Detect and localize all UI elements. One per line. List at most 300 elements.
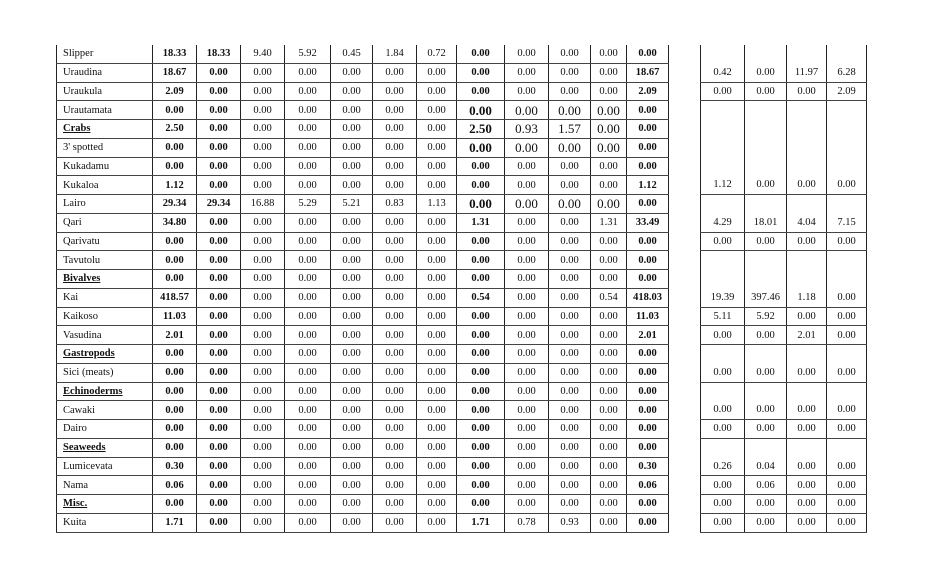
value-cell: 0.00 — [549, 345, 591, 364]
species-name: Kaikoso — [57, 307, 153, 326]
value-cell: 0.00 — [285, 176, 331, 195]
value-cell: 0.00 — [285, 513, 331, 532]
value-cell: 0.00 — [241, 213, 285, 232]
breakdown-cell: 0.00 — [745, 82, 787, 101]
value-cell: 0.00 — [373, 288, 417, 307]
value-cell: 0.00 — [591, 457, 627, 476]
value-cell: 0.00 — [153, 401, 197, 420]
value-cell: 0.00 — [627, 232, 669, 251]
value-cell: 0.00 — [241, 476, 285, 495]
value-cell: 11.03 — [153, 307, 197, 326]
column-gap — [669, 476, 701, 495]
value-cell: 0.00 — [331, 363, 373, 382]
value-cell: 0.00 — [373, 138, 417, 157]
value-cell: 0.00 — [549, 138, 591, 157]
table-row — [57, 232, 867, 251]
breakdown-cell: 397.46 — [745, 288, 787, 307]
value-cell: 0.00 — [549, 363, 591, 382]
value-cell: 0.00 — [627, 420, 669, 439]
table-row — [57, 270, 867, 289]
value-cell: 0.00 — [549, 457, 591, 476]
value-cell: 0.06 — [627, 476, 669, 495]
value-cell: 0.00 — [285, 138, 331, 157]
value-cell: 0.00 — [373, 270, 417, 289]
value-cell: 0.00 — [285, 288, 331, 307]
value-cell: 0.00 — [549, 45, 591, 63]
value-cell: 0.00 — [285, 101, 331, 120]
breakdown-cell — [745, 270, 787, 289]
breakdown-cell — [827, 270, 867, 289]
value-cell: 0.00 — [505, 232, 549, 251]
value-cell: 29.34 — [153, 195, 197, 214]
column-gap — [669, 45, 701, 63]
value-cell: 0.00 — [241, 363, 285, 382]
value-cell: 0.00 — [153, 138, 197, 157]
value-cell: 0.00 — [627, 401, 669, 420]
breakdown-cell — [827, 382, 867, 401]
value-cell: 0.00 — [373, 438, 417, 457]
value-cell: 0.00 — [417, 345, 457, 364]
breakdown-cell: 2.01 — [787, 326, 827, 345]
value-cell: 0.00 — [373, 382, 417, 401]
breakdown-cell: 19.39 — [701, 288, 745, 307]
value-cell: 0.00 — [591, 138, 627, 157]
value-cell: 0.00 — [331, 251, 373, 270]
value-cell: 0.00 — [331, 176, 373, 195]
value-cell: 418.57 — [153, 288, 197, 307]
value-cell: 0.00 — [331, 382, 373, 401]
species-name: 3' spotted — [57, 138, 153, 157]
breakdown-cell — [701, 120, 745, 139]
value-cell: 0.00 — [591, 101, 627, 120]
value-cell: 0.00 — [331, 476, 373, 495]
breakdown-cell: 2.09 — [827, 82, 867, 101]
value-cell: 0.00 — [505, 176, 549, 195]
breakdown-cell — [827, 157, 867, 176]
species-name: Tavutolu — [57, 251, 153, 270]
value-cell: 0.00 — [457, 420, 505, 439]
breakdown-cell: 0.00 — [827, 457, 867, 476]
value-cell: 0.00 — [505, 288, 549, 307]
column-gap — [669, 401, 701, 420]
value-cell: 0.00 — [549, 420, 591, 439]
table-row — [57, 82, 867, 101]
breakdown-cell: 0.00 — [745, 326, 787, 345]
breakdown-cell — [827, 45, 867, 63]
breakdown-cell — [745, 438, 787, 457]
breakdown-cell: 6.28 — [827, 63, 867, 82]
value-cell: 1.71 — [457, 513, 505, 532]
value-cell: 0.00 — [373, 345, 417, 364]
breakdown-cell: 0.00 — [701, 476, 745, 495]
value-cell: 0.00 — [285, 495, 331, 514]
data-table — [56, 45, 867, 533]
breakdown-cell: 0.00 — [701, 82, 745, 101]
breakdown-cell: 0.00 — [827, 401, 867, 420]
breakdown-cell — [787, 270, 827, 289]
value-cell: 0.00 — [417, 307, 457, 326]
value-cell: 0.00 — [591, 232, 627, 251]
value-cell: 0.00 — [153, 363, 197, 382]
value-cell: 0.00 — [457, 401, 505, 420]
value-cell: 0.00 — [241, 495, 285, 514]
value-cell: 0.00 — [153, 270, 197, 289]
value-cell: 0.00 — [331, 288, 373, 307]
breakdown-cell: 0.26 — [701, 457, 745, 476]
breakdown-cell: 7.15 — [827, 213, 867, 232]
value-cell: 0.00 — [241, 326, 285, 345]
value-cell: 0.00 — [197, 307, 241, 326]
table-row — [57, 120, 867, 139]
value-cell: 0.00 — [591, 45, 627, 63]
breakdown-cell: 11.97 — [787, 63, 827, 82]
value-cell: 0.00 — [417, 176, 457, 195]
breakdown-cell: 0.00 — [745, 176, 787, 195]
value-cell: 0.00 — [457, 345, 505, 364]
value-cell: 0.00 — [331, 157, 373, 176]
breakdown-cell: 5.11 — [701, 307, 745, 326]
breakdown-cell — [745, 120, 787, 139]
value-cell: 0.00 — [373, 82, 417, 101]
breakdown-cell — [787, 251, 827, 270]
value-cell: 0.93 — [505, 120, 549, 139]
value-cell: 0.00 — [197, 120, 241, 139]
value-cell: 0.00 — [241, 157, 285, 176]
breakdown-cell — [745, 382, 787, 401]
value-cell: 0.00 — [457, 157, 505, 176]
column-gap — [669, 213, 701, 232]
value-cell: 2.09 — [627, 82, 669, 101]
value-cell: 0.00 — [505, 251, 549, 270]
breakdown-cell: 0.00 — [745, 363, 787, 382]
breakdown-cell — [701, 251, 745, 270]
value-cell: 0.00 — [457, 457, 505, 476]
value-cell: 0.83 — [373, 195, 417, 214]
species-name: Uraudina — [57, 63, 153, 82]
value-cell: 0.00 — [373, 513, 417, 532]
value-cell: 1.12 — [627, 176, 669, 195]
value-cell: 0.00 — [153, 495, 197, 514]
value-cell: 0.00 — [373, 401, 417, 420]
value-cell: 9.40 — [241, 45, 285, 63]
value-cell: 0.00 — [591, 382, 627, 401]
value-cell: 0.00 — [197, 63, 241, 82]
value-cell: 0.00 — [549, 176, 591, 195]
breakdown-cell: 0.00 — [827, 420, 867, 439]
value-cell: 0.00 — [417, 213, 457, 232]
table-row — [57, 363, 867, 382]
value-cell: 1.57 — [549, 120, 591, 139]
value-cell: 0.00 — [591, 120, 627, 139]
value-cell: 0.00 — [197, 363, 241, 382]
breakdown-cell: 0.00 — [827, 307, 867, 326]
breakdown-cell: 0.00 — [787, 82, 827, 101]
species-name: Kukadamu — [57, 157, 153, 176]
value-cell: 29.34 — [197, 195, 241, 214]
breakdown-cell — [701, 45, 745, 63]
value-cell: 0.00 — [549, 288, 591, 307]
column-gap — [669, 288, 701, 307]
value-cell: 0.00 — [197, 232, 241, 251]
value-cell: 0.00 — [285, 307, 331, 326]
table-row — [57, 213, 867, 232]
value-cell: 0.00 — [373, 101, 417, 120]
value-cell: 0.00 — [331, 420, 373, 439]
value-cell: 0.00 — [373, 213, 417, 232]
value-cell: 0.00 — [505, 82, 549, 101]
breakdown-cell: 0.00 — [787, 457, 827, 476]
table-row — [57, 326, 867, 345]
value-cell: 0.00 — [417, 232, 457, 251]
value-cell: 0.54 — [591, 288, 627, 307]
value-cell: 0.00 — [417, 157, 457, 176]
value-cell: 0.45 — [331, 45, 373, 63]
breakdown-cell: 0.00 — [701, 513, 745, 532]
value-cell: 0.00 — [241, 307, 285, 326]
value-cell: 0.00 — [417, 101, 457, 120]
breakdown-cell: 0.00 — [787, 420, 827, 439]
value-cell: 0.00 — [627, 45, 669, 63]
value-cell: 0.00 — [153, 251, 197, 270]
value-cell: 0.00 — [153, 438, 197, 457]
value-cell: 0.00 — [457, 438, 505, 457]
column-gap — [669, 120, 701, 139]
breakdown-cell — [745, 101, 787, 120]
value-cell: 0.00 — [331, 138, 373, 157]
value-cell: 0.00 — [241, 401, 285, 420]
value-cell: 0.00 — [591, 401, 627, 420]
breakdown-cell — [787, 45, 827, 63]
breakdown-cell — [787, 382, 827, 401]
breakdown-cell: 4.04 — [787, 213, 827, 232]
value-cell: 0.00 — [505, 157, 549, 176]
value-cell: 0.00 — [331, 101, 373, 120]
value-cell: 0.00 — [417, 363, 457, 382]
value-cell: 0.00 — [285, 270, 331, 289]
value-cell: 0.00 — [417, 382, 457, 401]
value-cell: 2.01 — [153, 326, 197, 345]
value-cell: 18.33 — [197, 45, 241, 63]
column-gap — [669, 63, 701, 82]
value-cell: 11.03 — [627, 307, 669, 326]
value-cell: 0.00 — [627, 345, 669, 364]
value-cell: 33.49 — [627, 213, 669, 232]
value-cell: 0.00 — [457, 195, 505, 214]
value-cell: 0.00 — [591, 176, 627, 195]
breakdown-cell: 18.01 — [745, 213, 787, 232]
value-cell: 0.00 — [197, 138, 241, 157]
column-gap — [669, 101, 701, 120]
value-cell: 0.00 — [197, 513, 241, 532]
value-cell: 0.00 — [591, 82, 627, 101]
value-cell: 0.00 — [197, 401, 241, 420]
value-cell: 0.00 — [457, 101, 505, 120]
breakdown-cell — [787, 438, 827, 457]
breakdown-cell: 0.00 — [827, 513, 867, 532]
breakdown-cell: 0.00 — [745, 495, 787, 514]
breakdown-cell — [787, 345, 827, 364]
value-cell: 0.00 — [549, 270, 591, 289]
table-row — [57, 138, 867, 157]
value-cell: 0.00 — [417, 476, 457, 495]
value-cell: 0.00 — [331, 495, 373, 514]
breakdown-cell: 1.18 — [787, 288, 827, 307]
value-cell: 0.00 — [285, 120, 331, 139]
value-cell: 0.00 — [549, 232, 591, 251]
value-cell: 0.00 — [331, 438, 373, 457]
value-cell: 0.00 — [505, 270, 549, 289]
species-name: Qari — [57, 213, 153, 232]
value-cell: 0.00 — [457, 307, 505, 326]
value-cell: 0.00 — [373, 251, 417, 270]
value-cell: 0.00 — [591, 495, 627, 514]
breakdown-cell: 0.00 — [787, 513, 827, 532]
value-cell: 0.00 — [457, 476, 505, 495]
column-gap — [669, 363, 701, 382]
breakdown-cell: 0.04 — [745, 457, 787, 476]
value-cell: 0.00 — [241, 232, 285, 251]
breakdown-cell — [701, 157, 745, 176]
value-cell: 0.00 — [241, 420, 285, 439]
species-name: Cawaki — [57, 401, 153, 420]
value-cell: 0.00 — [153, 101, 197, 120]
column-gap — [669, 513, 701, 532]
value-cell: 0.00 — [285, 438, 331, 457]
value-cell: 0.00 — [285, 251, 331, 270]
breakdown-cell — [827, 101, 867, 120]
value-cell: 0.00 — [331, 63, 373, 82]
value-cell: 0.00 — [373, 120, 417, 139]
table-row — [57, 307, 867, 326]
value-cell: 0.00 — [241, 101, 285, 120]
value-cell: 0.00 — [373, 232, 417, 251]
column-gap — [669, 82, 701, 101]
breakdown-cell — [827, 251, 867, 270]
value-cell: 0.00 — [197, 157, 241, 176]
breakdown-cell: 0.00 — [745, 63, 787, 82]
value-cell: 0.72 — [417, 45, 457, 63]
column-gap — [669, 232, 701, 251]
breakdown-cell — [701, 195, 745, 214]
species-name: Uraukula — [57, 82, 153, 101]
value-cell: 0.00 — [627, 513, 669, 532]
value-cell: 0.00 — [549, 495, 591, 514]
value-cell: 0.00 — [285, 420, 331, 439]
value-cell: 0.00 — [197, 82, 241, 101]
value-cell: 0.00 — [153, 232, 197, 251]
value-cell: 0.00 — [505, 363, 549, 382]
breakdown-cell — [827, 120, 867, 139]
value-cell: 0.00 — [285, 232, 331, 251]
value-cell: 0.00 — [627, 195, 669, 214]
value-cell: 0.00 — [241, 251, 285, 270]
value-cell: 1.12 — [153, 176, 197, 195]
breakdown-cell: 1.12 — [701, 176, 745, 195]
value-cell: 0.00 — [197, 270, 241, 289]
value-cell: 0.00 — [241, 138, 285, 157]
value-cell: 0.00 — [549, 476, 591, 495]
value-cell: 0.00 — [627, 495, 669, 514]
value-cell: 0.78 — [505, 513, 549, 532]
value-cell: 0.00 — [457, 63, 505, 82]
value-cell: 0.00 — [457, 495, 505, 514]
value-cell: 0.00 — [285, 382, 331, 401]
value-cell: 0.00 — [591, 513, 627, 532]
value-cell: 0.00 — [627, 251, 669, 270]
species-name: Slipper — [57, 45, 153, 63]
value-cell: 18.67 — [627, 63, 669, 82]
value-cell: 0.00 — [505, 382, 549, 401]
breakdown-cell — [827, 138, 867, 157]
value-cell: 0.00 — [505, 345, 549, 364]
value-cell: 0.00 — [505, 420, 549, 439]
breakdown-cell — [701, 382, 745, 401]
value-cell: 0.00 — [331, 307, 373, 326]
breakdown-cell: 0.00 — [787, 495, 827, 514]
value-cell: 0.00 — [331, 270, 373, 289]
value-cell: 0.00 — [591, 326, 627, 345]
species-name: Urautamata — [57, 101, 153, 120]
value-cell: 0.00 — [505, 45, 549, 63]
value-cell: 0.06 — [153, 476, 197, 495]
value-cell: 5.21 — [331, 195, 373, 214]
value-cell: 0.00 — [373, 326, 417, 345]
table-row — [57, 401, 867, 420]
species-name: Dairo — [57, 420, 153, 439]
value-cell: 2.50 — [153, 120, 197, 139]
species-name: Lumicevata — [57, 457, 153, 476]
breakdown-cell — [787, 157, 827, 176]
value-cell: 0.00 — [373, 307, 417, 326]
breakdown-cell: 0.42 — [701, 63, 745, 82]
species-name: Nama — [57, 476, 153, 495]
value-cell: 0.00 — [241, 82, 285, 101]
value-cell: 1.31 — [591, 213, 627, 232]
value-cell: 0.00 — [285, 326, 331, 345]
value-cell: 0.00 — [457, 326, 505, 345]
value-cell: 0.00 — [331, 326, 373, 345]
value-cell: 16.88 — [241, 195, 285, 214]
value-cell: 0.00 — [197, 420, 241, 439]
breakdown-cell — [787, 101, 827, 120]
value-cell: 0.00 — [417, 138, 457, 157]
breakdown-cell — [701, 438, 745, 457]
value-cell: 0.00 — [417, 438, 457, 457]
breakdown-cell — [745, 251, 787, 270]
value-cell: 0.00 — [457, 363, 505, 382]
value-cell: 0.54 — [457, 288, 505, 307]
value-cell: 0.30 — [627, 457, 669, 476]
value-cell: 0.00 — [591, 195, 627, 214]
table-row — [57, 101, 867, 120]
species-name: Qarivatu — [57, 232, 153, 251]
value-cell: 0.00 — [285, 82, 331, 101]
breakdown-cell — [827, 438, 867, 457]
breakdown-cell: 0.00 — [701, 232, 745, 251]
table-row — [57, 476, 867, 495]
value-cell: 0.00 — [627, 101, 669, 120]
species-name: Kai — [57, 288, 153, 307]
value-cell: 0.00 — [591, 307, 627, 326]
value-cell: 0.00 — [417, 326, 457, 345]
value-cell: 0.00 — [417, 401, 457, 420]
category-label: Echinoderms — [57, 382, 153, 401]
value-cell: 0.00 — [197, 251, 241, 270]
value-cell: 0.00 — [153, 157, 197, 176]
value-cell: 0.00 — [153, 420, 197, 439]
species-name: Vasudina — [57, 326, 153, 345]
value-cell: 0.00 — [373, 476, 417, 495]
